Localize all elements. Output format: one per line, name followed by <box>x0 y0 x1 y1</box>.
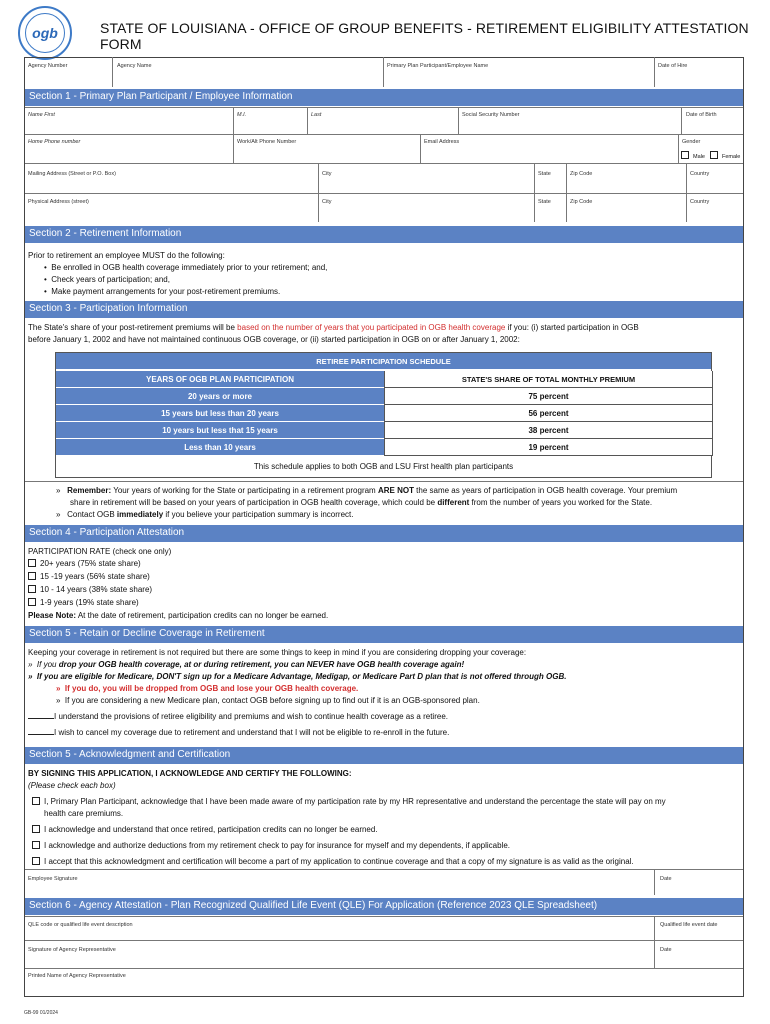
participation-rate-label: PARTICIPATION RATE (check one only) <box>28 547 172 556</box>
ack-checkbox[interactable] <box>32 825 40 833</box>
state-label: State <box>538 171 551 177</box>
qle-date-label: Qualified life event date <box>660 922 718 928</box>
rate-option-10-14[interactable]: 10 - 14 years (38% state share) <box>28 584 152 596</box>
ack-checkbox[interactable] <box>32 841 40 849</box>
form-title: STATE OF LOUISIANA - OFFICE OF GROUP BENEFITS - RETIREMENT ELIGIBILITY ATTESTATION FORM <box>100 20 749 52</box>
date-of-hire-label: Date of Hire <box>658 63 688 69</box>
date-of-hire-field[interactable] <box>656 70 742 86</box>
cancel-initials-line[interactable] <box>28 727 54 735</box>
section3-paragraph-line2: before January 1, 2002 and have not maintained continuous OGB coverage, or (ii) started participation in OGB on or after January 1, 2002: <box>28 335 520 344</box>
agency-signature-field[interactable] <box>26 955 652 967</box>
section2-header: Section 2 - Retirement Information <box>25 226 743 243</box>
continue-initials-line[interactable] <box>28 711 54 719</box>
primary-participant-label: Primary Plan Participant/Employee Name <box>387 63 489 69</box>
section5-ack-header: Section 5 - Acknowledgment and Certification <box>25 747 743 764</box>
rate-checkbox[interactable] <box>28 559 36 567</box>
zip2-label: Zip Code <box>570 199 593 205</box>
please-note: Please Note: At the date of retirement, participation credits can no longer be earned. <box>28 611 329 620</box>
agency-name-label: Agency Name <box>117 63 152 69</box>
ack-item-1-cont: health care premiums. <box>44 809 124 818</box>
ack-item-1[interactable]: I, Primary Plan Participant, acknowledge that I have been made aware of my participation rate by my HR representative and understand the percentage the state will pay on my <box>32 796 666 808</box>
section2-intro: Prior to retirement an employee MUST do the following: <box>28 251 225 260</box>
schedule-years-cell: 15 years but less than 20 years <box>56 405 384 422</box>
remember-note: » Remember: Your years of working for the State or participating in a retirement program ARE NOT the same as years of participation in OGB health coverage. Your premium <box>56 486 678 495</box>
cancel-coverage-option[interactable]: I wish to cancel my coverage due to retirement and understand that I will not be eligible to re-enroll in the future. <box>28 727 449 739</box>
home-phone-label: Home Phone number <box>28 139 81 145</box>
schedule-share-cell: 19 percent <box>384 439 713 456</box>
logo-text: ogb <box>25 13 65 53</box>
rate-option-15-19[interactable]: 15 -19 years (56% state share) <box>28 571 150 583</box>
dropped-warning: » If you do, you will be dropped from OGB and lose your OGB health coverage. <box>56 684 359 693</box>
ogb-seal-logo <box>18 6 72 60</box>
ack-item-4[interactable]: I accept that this acknowledgment and certification will become a part of my application to continue coverage and that a copy of my signature is as valid as the original. <box>32 856 634 868</box>
form-code: GB-99 01/2024 <box>24 1010 58 1016</box>
city2-label: City <box>322 199 332 205</box>
section5-retain-header: Section 5 - Retain or Decline Coverage in Retirement <box>25 626 743 643</box>
employee-signature-label: Employee Signature <box>28 876 78 882</box>
agency-date-field[interactable] <box>656 955 742 967</box>
country2-label: Country <box>690 199 710 205</box>
state2-label: State <box>538 199 551 205</box>
dob-label: Date of Birth <box>686 112 717 118</box>
medicare-warning: » If you are eligible for Medicare, DON'T sign up for a Medicare Advantage, Medigap, or Medicare Part D plan that is not offered through OGB. <box>28 672 567 681</box>
ack-checkbox[interactable] <box>32 797 40 805</box>
check-each-box: (Please check each box) <box>28 781 116 790</box>
schedule-share-cell: 38 percent <box>384 422 713 439</box>
name-first-label: Name First <box>28 112 55 118</box>
agency-date-label: Date <box>660 947 672 953</box>
section3-paragraph-line1: The State's share of your post-retirement premiums will be based on the number of years that you participated in OGB health coverage if you: (i) started participation in OGB <box>28 323 639 332</box>
qle-description-field[interactable] <box>26 929 652 939</box>
section1-header: Section 1 - Primary Plan Participant / Employee Information <box>25 89 743 106</box>
male-label: Male <box>693 154 705 160</box>
continue-coverage-option[interactable]: I understand the provisions of retiree eligibility and premiums and wish to continue health coverage as a retiree. <box>28 711 448 723</box>
last-name-label: Last <box>311 112 322 118</box>
city-label: City <box>322 171 332 177</box>
work-phone-label: Work/Alt Phone Number <box>237 139 297 145</box>
country-label: Country <box>690 171 710 177</box>
rate-checkbox[interactable] <box>28 572 36 580</box>
printed-name-label: Printed Name of Agency Representative <box>28 973 126 979</box>
rate-checkbox[interactable] <box>28 585 36 593</box>
email-label: Email Address <box>424 139 460 145</box>
gender-female-option[interactable] <box>710 151 740 160</box>
ssn-label: Social Security Number <box>462 112 520 118</box>
certify-heading: BY SIGNING THIS APPLICATION, I ACKNOWLEDGE AND CERTIFY THE FOLLOWING: <box>28 769 352 778</box>
schedule-years-cell: 10 years but less that 15 years <box>56 422 384 439</box>
female-checkbox[interactable] <box>710 151 718 159</box>
agency-number-field[interactable] <box>26 70 110 86</box>
schedule-share-cell: 75 percent <box>384 388 713 405</box>
rate-option-1-9[interactable]: 1-9 years (19% state share) <box>28 597 139 609</box>
contact-note: » Contact OGB immediately if you believe your participation summary is incorrect. <box>56 510 354 519</box>
employee-date-field[interactable] <box>656 883 742 894</box>
mi-label: M.I. <box>237 112 247 118</box>
zip-label: Zip Code <box>570 171 593 177</box>
employee-date-label: Date <box>660 876 672 882</box>
rate-option-20plus[interactable]: 20+ years (75% state share) <box>28 558 141 570</box>
male-checkbox[interactable] <box>681 151 689 159</box>
section2-bullet-2: • Check years of participation; and, <box>44 275 170 284</box>
participant-name-field[interactable] <box>385 70 653 86</box>
agency-number-label: Agency Number <box>28 63 68 69</box>
drop-coverage-warning: » If you drop your OGB health coverage, at or during retirement, you can NEVER have OGB health coverage again! <box>28 660 465 669</box>
schedule-footer: This schedule applies to both OGB and LSU First health plan participants <box>253 462 514 471</box>
section4-header: Section 4 - Participation Attestation <box>25 525 743 542</box>
gender-label: Gender <box>682 139 701 145</box>
contact-before-signup: » If you are considering a new Medicare plan, contact OGB before signing up to find out if it is an OGB-sponsored plan. <box>56 696 480 705</box>
schedule-share-cell: 56 percent <box>384 405 713 422</box>
schedule-col1-header: YEARS OF OGB PLAN PARTICIPATION <box>56 371 384 388</box>
printed-name-field[interactable] <box>26 980 742 995</box>
schedule-years-cell: 20 years or more <box>56 388 384 405</box>
ack-item-3[interactable]: I acknowledge and authorize deductions from my retirement check to pay for insurance for myself and my dependents, if applicable. <box>32 840 510 852</box>
section2-bullet-3: • Make payment arrangements for your post-retirement premiums. <box>44 287 281 296</box>
qle-date-field[interactable] <box>656 929 742 939</box>
mailing-address-label: Mailing Address (Street or P.O. Box) <box>28 171 116 177</box>
schedule-col2-header: STATE'S SHARE OF TOTAL MONTHLY PREMIUM <box>384 371 713 388</box>
remember-note-line2: share in retirement will be based on your years of participation in OGB health coverage, which could be different from the number of years you worked for the State. <box>70 498 653 507</box>
female-label: Female <box>722 154 741 160</box>
section3-header: Section 3 - Participation Information <box>25 301 743 318</box>
qle-description-label: QLE code or qualified life event description <box>28 922 133 928</box>
section2-bullet-1: • Be enrolled in OGB health coverage immediately prior to your retirement; and, <box>44 263 328 272</box>
rate-checkbox[interactable] <box>28 598 36 606</box>
retiree-participation-schedule <box>55 352 712 478</box>
ack-item-2[interactable]: I acknowledge and understand that once retired, participation credits can no longer be earned. <box>32 824 378 836</box>
physical-address-label: Physical Address (street) <box>28 199 89 205</box>
section6-header: Section 6 - Agency Attestation - Plan Recognized Qualified Life Event (QLE) For Application (Reference 2023 QLE Spreadsheet) <box>25 898 743 915</box>
agency-signature-label: Signature of Agency Representative <box>28 947 116 953</box>
agency-name-field[interactable] <box>114 70 382 86</box>
employee-signature-field[interactable] <box>26 883 652 894</box>
gender-male-option[interactable] <box>681 151 705 160</box>
schedule-title: RETIREE PARTICIPATION SCHEDULE <box>56 353 711 370</box>
schedule-years-cell: Less than 10 years <box>56 439 384 456</box>
section5-intro: Keeping your coverage in retirement is not required but there are some things to keep in mind if you are considering dropping your coverage: <box>28 648 527 657</box>
ack-checkbox[interactable] <box>32 857 40 865</box>
